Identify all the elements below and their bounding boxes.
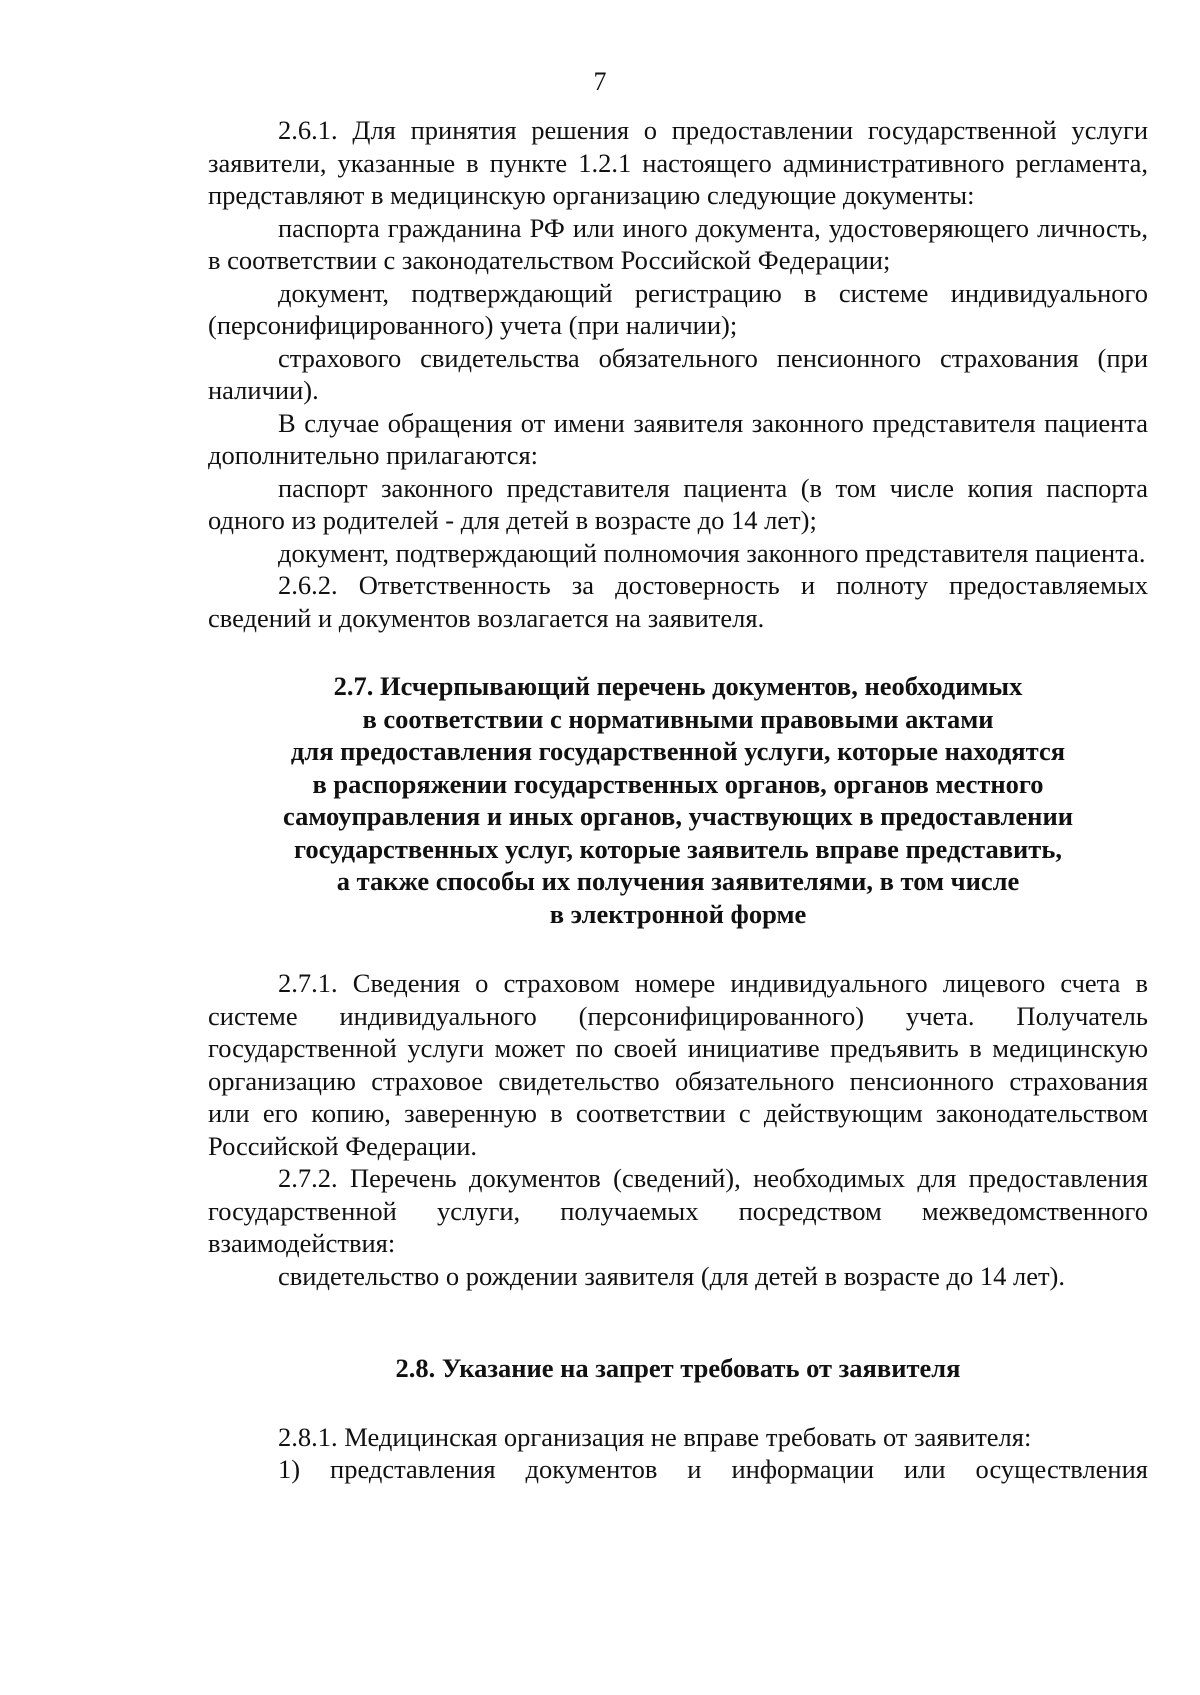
paragraph-representative: В случае обращения от имени заявителя законного представителя пациента дополнительно прилагаются: (208, 407, 1148, 470)
page-number: 7 (593, 67, 607, 96)
paragraph-registration: документ, подтверждающий регистрацию в системе индивидуального (персонифицированного) учета (при наличии); (208, 277, 1148, 340)
paragraph-representative-passport: паспорт законного представителя пациента (в том числе копия паспорта одного из родителей - для детей в возрасте до 14 лет); (208, 472, 1148, 535)
document-body (208, 114, 1148, 1486)
paragraph-representative-authority: документ, подтверждающий полномочия законного представителя пациента. (278, 537, 1146, 568)
section-heading-2-7: 2.7. Исчерпывающий перечень документов, необходимых в соответствии с нормативными правовыми актами для предоставления государственной услуги, которые находятся в распоряжении государственных органов, органов местного самоуправления и иных органов, участвующих в предоставлении государственных услуг, которые заявитель вправе представить, а также способы их получения заявителями, в том числе в электронной форме (283, 671, 1073, 929)
paragraph-passport: паспорта гражданина РФ или иного документа, удостоверяющего личность, в соответствии с законодательством Российской Федерации; (208, 212, 1148, 275)
paragraph-insurance-certificate: страхового свидетельства обязательного пенсионного страхования (при наличии). (208, 342, 1148, 405)
paragraph-2-7-1: 2.7.1. Сведения о страховом номере индивидуального лицевого счета в системе индивидуального (персонифицированного) учета. Получатель государственной услуги может по своей инициативе предъявить в медицинскую организацию страховое свидетельство обязательного пенсионного страхования или его копию, заверенную в соответствии с действующим законодательством Российской Федерации. (208, 968, 1148, 1161)
paragraph-2-8-1-item-1: 1) представления документов и информации или осуществления (278, 1454, 1148, 1484)
paragraph-2-6-1: 2.6.1. Для принятия решения о предоставлении государственной услуги заявители, указанные в пункте 1.2.1 настоящего административного регламента, представляют в медицинскую организацию следующие документы: (208, 115, 1148, 210)
paragraph-birth-certificate: свидетельство о рождении заявителя (для детей в возрасте до 14 лет). (278, 1260, 1066, 1291)
paragraph-2-6-2: 2.6.2. Ответственность за достоверность и полноту предоставляемых сведений и документов возлагается на заявителя. (208, 570, 1148, 633)
section-heading-2-8: 2.8. Указание на запрет требовать от заявителя (395, 1353, 961, 1383)
paragraph-2-8-1: 2.8.1. Медицинская организация не вправе требовать от заявителя: (278, 1421, 1032, 1452)
paragraph-2-7-2: 2.7.2. Перечень документов (сведений), необходимых для предоставления государственной услуги, получаемых посредством межведомственного взаимодействия: (208, 1163, 1148, 1258)
